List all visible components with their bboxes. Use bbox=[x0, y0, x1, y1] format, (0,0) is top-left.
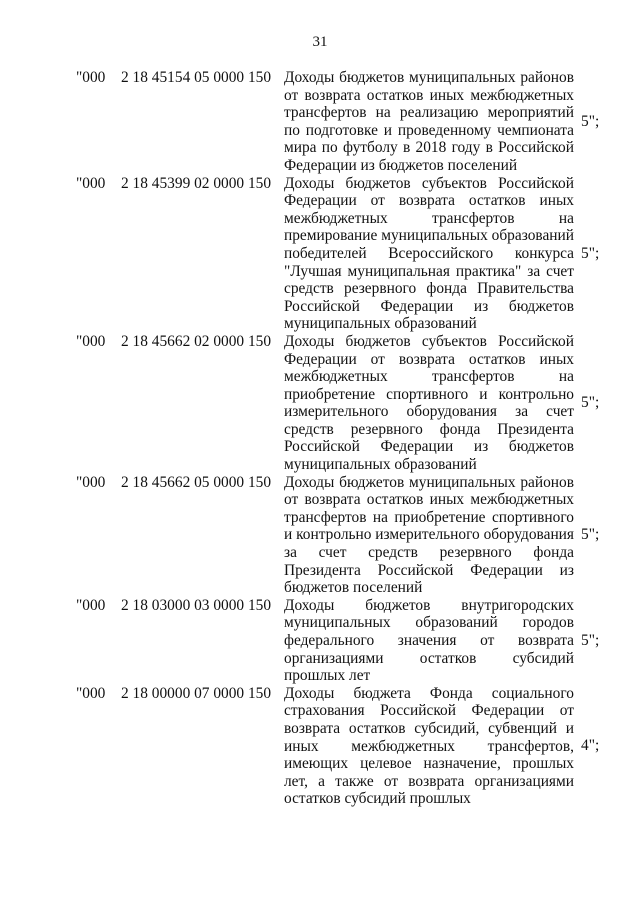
norm-value: 5"; bbox=[581, 632, 600, 649]
norm-value: 5"; bbox=[581, 394, 600, 412]
table-row bbox=[0, 69, 640, 175]
admin-code: "000 bbox=[76, 332, 106, 350]
table-row bbox=[0, 597, 640, 685]
norm-value: 4"; bbox=[581, 737, 600, 755]
norm-value: 5"; bbox=[581, 112, 600, 130]
table-row bbox=[0, 474, 640, 597]
revenue-description: Доходы бюджетов муниципальных районов от возврата остатков иных межбюджетных трансфертов на реализацию мероприятий по подготовке и проведенному чемпионата мира по футболу в 2018 году в Российской Федерации из бюджетов поселений bbox=[284, 69, 574, 174]
revenue-description: Доходы бюджетов внутригородских муниципальных образований городов федерального значения от возврата организациями остатков субсидий прошлых лет bbox=[284, 596, 574, 685]
revenue-code-table bbox=[0, 69, 640, 808]
budget-classification-code: 2 18 45399 02 0000 150 bbox=[121, 174, 272, 192]
table-row bbox=[0, 685, 640, 808]
admin-code: "000 bbox=[76, 684, 106, 702]
budget-classification-code: 2 18 03000 03 0000 150 bbox=[121, 596, 272, 614]
revenue-description: Доходы бюджетов муниципальных районов от возврата остатков иных межбюджетных трансфертов на приобретение спортивного и контрольно измерительного оборудования за счет средств резервного фонда Президента Российской Федерации из бюджетов поселений bbox=[284, 473, 574, 597]
revenue-description: Доходы бюджетов субъектов Российской Федерации от возврата остатков иных межбюджетных трансфертов на приобретение спортивного и контрольно измерительного оборудования за счет средств резервного фонда Президента Российской Федерации из бюджетов муниципальных образований bbox=[284, 332, 574, 474]
table-row bbox=[0, 175, 640, 333]
revenue-description: Доходы бюджетов субъектов Российской Федерации от возврата остатков иных межбюджетных трансфертов на премирование муниципальных образований победителей Всероссийского конкурса "Лучшая муниципальная практика" за счет средств резервного фонда Правительства Российской Федерации из бюджетов муниципальных образований bbox=[284, 174, 574, 333]
table-row bbox=[0, 333, 640, 474]
budget-classification-code: 2 18 00000 07 0000 150 bbox=[121, 684, 272, 702]
budget-classification-code: 2 18 45662 05 0000 150 bbox=[121, 473, 272, 491]
budget-classification-code: 2 18 45662 02 0000 150 bbox=[121, 332, 272, 350]
admin-code: "000 bbox=[76, 174, 106, 192]
revenue-description: Доходы бюджета Фонда социального страхования Российской Федерации от возврата остатков субсидий, субвенций и иных межбюджетных трансфертов, имеющих целевое назначение, прошлых лет, а также от возврата организациями остатков субсидий прошлых bbox=[284, 684, 574, 808]
page-number: 31 bbox=[312, 34, 328, 50]
norm-value: 5"; bbox=[581, 244, 600, 262]
admin-code: "000 bbox=[76, 473, 106, 491]
norm-value: 5"; bbox=[581, 526, 600, 544]
admin-code: "000 bbox=[76, 69, 106, 86]
admin-code: "000 bbox=[76, 596, 106, 614]
budget-classification-code: 2 18 45154 05 0000 150 bbox=[121, 69, 272, 86]
